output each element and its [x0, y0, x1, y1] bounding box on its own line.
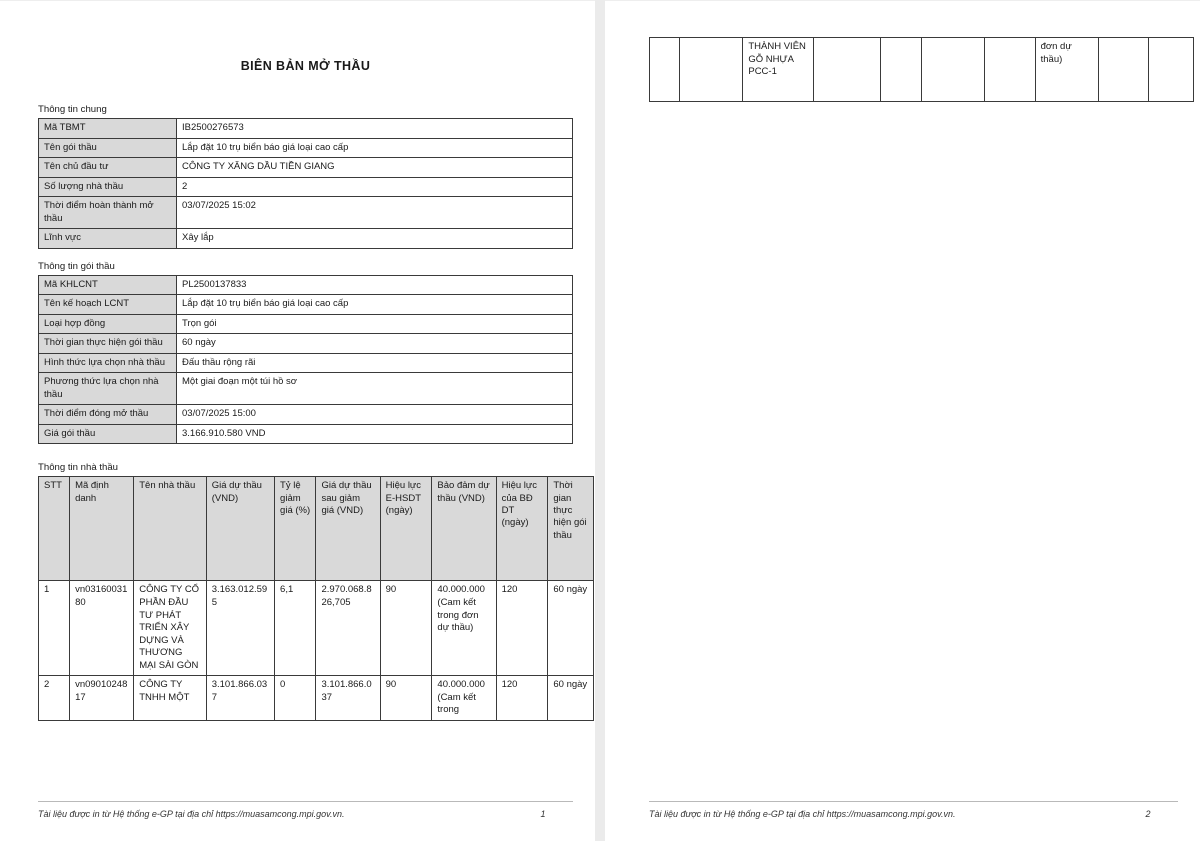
footer-source-text: Tài liệu được in từ Hệ thống e-GP tại địa chỉ https://muasamcong.mpi.gov.vn.	[38, 809, 345, 819]
cell-ten-nha-thau: CÔNG TY TNHH MỘT	[134, 676, 206, 721]
general-info-value: CÔNG TY XĂNG DẦU TIỀN GIANG	[177, 158, 573, 178]
general-info-key: Số lượng nhà thầu	[39, 177, 177, 197]
table-header-row	[39, 477, 594, 581]
column-header-hieu-luc-ehsdt: Hiệu lực E-HSDT (ngày)	[380, 477, 432, 581]
footer-page-number: 2	[1145, 809, 1151, 819]
cell-gia-sau-giam-gia	[921, 38, 984, 102]
table-row	[39, 405, 573, 425]
table-row	[39, 177, 573, 197]
column-header-stt: STT	[39, 477, 70, 581]
section-label-bidder-info: Thông tin nhà thầu	[38, 462, 119, 474]
package-info-value: 03/07/2025 15:00	[177, 405, 573, 425]
cell-gia-sau-giam-gia: 3.101.866.037	[316, 676, 380, 721]
general-info-value: 2	[177, 177, 573, 197]
table-row	[39, 424, 573, 444]
cell-ma-dinh-danh: vn0316003180	[70, 581, 134, 676]
page-gutter	[595, 0, 605, 841]
column-header-bao-dam-du-thau: Bảo đảm dự thầu (VND)	[432, 477, 496, 581]
general-info-value: Xây lắp	[177, 229, 573, 249]
cell-ty-le-giam-gia: 0	[275, 676, 316, 721]
page-1-footer	[38, 801, 573, 819]
package-info-value: 3.166.910.580 VND	[177, 424, 573, 444]
package-info-key: Tên kế hoạch LCNT	[39, 295, 177, 315]
page-1-content	[0, 1, 595, 721]
column-header-ty-le-giam-gia: Tỷ lệ giảm giá (%)	[275, 477, 316, 581]
package-info-key: Hình thức lựa chọn nhà thầu	[39, 353, 177, 373]
footer-source-text: Tài liệu được in từ Hệ thống e-GP tại địa chỉ https://muasamcong.mpi.gov.vn.	[649, 809, 956, 819]
cell-hieu-luc-bddt: 120	[496, 676, 548, 721]
cell-ten-nha-thau: THÀNH VIÊN GỖ NHỰA PCC-1	[743, 38, 814, 102]
general-info-value: IB2500276573	[177, 118, 573, 138]
general-info-key: Mã TBMT	[39, 118, 177, 138]
cell-gia-du-thau: 3.101.866.037	[206, 676, 274, 721]
cell-hieu-luc-ehsdt: 90	[380, 676, 432, 721]
general-info-value: Lắp đặt 10 trụ biển báo giá loại cao cấp	[177, 138, 573, 158]
cell-stt	[650, 38, 680, 102]
cell-bao-dam-du-thau: đơn dự thầu)	[1035, 38, 1098, 102]
table-row	[39, 158, 573, 178]
cell-thoi-gian: 60 ngày	[548, 581, 594, 676]
package-info-key: Giá gói thầu	[39, 424, 177, 444]
cell-gia-du-thau: 3.163.012.595	[206, 581, 274, 676]
cell-ma-dinh-danh	[680, 38, 743, 102]
document-page-1	[0, 0, 595, 841]
table-row	[39, 295, 573, 315]
package-info-value: PL2500137833	[177, 275, 573, 295]
cell-hieu-luc-ehsdt	[984, 38, 1035, 102]
column-header-gia-sau-giam-gia: Giá dự thầu sau giảm giá (VND)	[316, 477, 380, 581]
general-info-key: Tên gói thầu	[39, 138, 177, 158]
table-row	[39, 353, 573, 373]
column-header-ma-dinh-danh: Mã định danh	[70, 477, 134, 581]
table-row	[39, 373, 573, 405]
section-label-general-info: Thông tin chung	[38, 104, 107, 115]
cell-bao-dam-du-thau: 40.000.000 (Cam kết trong đơn dự thầu)	[432, 581, 496, 676]
table-row	[39, 118, 573, 138]
cell-ma-dinh-danh: vn0901024817	[70, 676, 134, 721]
package-info-value: Đấu thầu rộng rãi	[177, 353, 573, 373]
package-info-key: Thời điểm đóng mở thầu	[39, 405, 177, 425]
package-info-value: Một giai đoạn một túi hồ sơ	[177, 373, 573, 405]
footer-page-number: 1	[540, 809, 546, 819]
package-info-key: Phương thức lựa chọn nhà thầu	[39, 373, 177, 405]
column-header-thoi-gian: Thời gian thực hiện gói thầu	[548, 477, 594, 581]
cell-ty-le-giam-gia: 6,1	[275, 581, 316, 676]
cell-hieu-luc-ehsdt: 90	[380, 581, 432, 676]
package-info-table	[38, 275, 573, 445]
table-row	[39, 676, 594, 721]
table-row	[39, 581, 594, 676]
package-info-key: Mã KHLCNT	[39, 275, 177, 295]
package-info-value: 60 ngày	[177, 334, 573, 354]
bidder-info-continuation-table	[649, 37, 1194, 102]
section-label-package-info: Thông tin gói thầu	[38, 260, 115, 272]
page-2-content	[605, 1, 1200, 102]
table-row	[39, 334, 573, 354]
table-row	[39, 229, 573, 249]
cell-ty-le-giam-gia	[881, 38, 922, 102]
cell-stt: 2	[39, 676, 70, 721]
package-info-value: Lắp đặt 10 trụ biển báo giá loại cao cấp	[177, 295, 573, 315]
column-header-hieu-luc-bddt: Hiệu lực của BĐ DT (ngày)	[496, 477, 548, 581]
cell-gia-sau-giam-gia: 2.970.068.826,705	[316, 581, 380, 676]
package-info-key: Thời gian thực hiện gói thầu	[39, 334, 177, 354]
general-info-key: Thời điểm hoàn thành mở thầu	[39, 197, 177, 229]
cell-thoi-gian	[1149, 38, 1194, 102]
column-header-ten-nha-thau: Tên nhà thầu	[134, 477, 206, 581]
cell-ten-nha-thau: CÔNG TY CỔ PHẦN ĐẦU TƯ PHÁT TRIỂN XÂY DỰNG VÀ THƯƠNG MẠI SÀI GÒN	[134, 581, 206, 676]
package-info-value: Trọn gói	[177, 314, 573, 334]
package-info-key: Loại hợp đồng	[39, 314, 177, 334]
cell-hieu-luc-bddt: 120	[496, 581, 548, 676]
cell-bao-dam-du-thau: 40.000.000 (Cam kết trong	[432, 676, 496, 721]
page-title: BIÊN BẢN MỞ THẦU	[240, 59, 371, 73]
cell-gia-du-thau	[814, 38, 881, 102]
cell-hieu-luc-bddt	[1098, 38, 1149, 102]
general-info-key: Lĩnh vực	[39, 229, 177, 249]
column-header-gia-du-thau: Giá dự thầu (VND)	[206, 477, 274, 581]
table-row	[39, 197, 573, 229]
document-page-2	[605, 0, 1200, 841]
cell-thoi-gian: 60 ngày	[548, 676, 594, 721]
page-2-footer	[649, 801, 1178, 819]
cell-stt: 1	[39, 581, 70, 676]
bidder-info-table	[38, 476, 594, 720]
general-info-value: 03/07/2025 15:02	[177, 197, 573, 229]
table-row	[39, 275, 573, 295]
table-row	[39, 314, 573, 334]
table-row	[39, 138, 573, 158]
general-info-key: Tên chủ đầu tư	[39, 158, 177, 178]
table-row	[650, 38, 1194, 102]
general-info-table	[38, 118, 573, 249]
